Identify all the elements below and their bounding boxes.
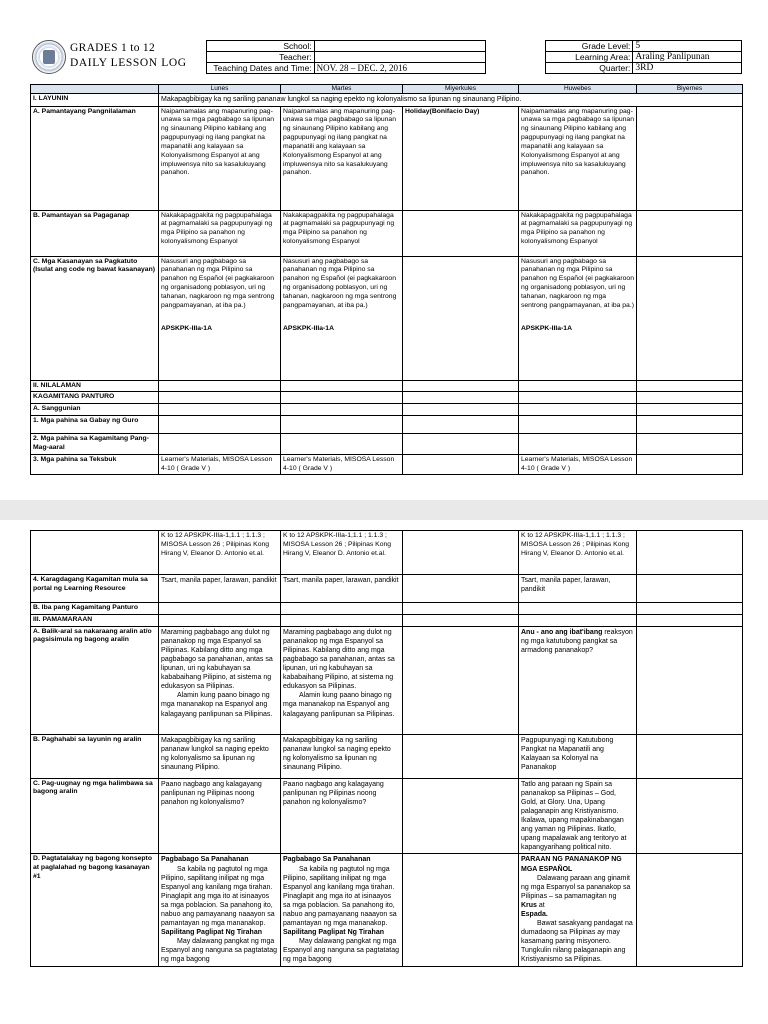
teaching-dates-value[interactable]: NOV. 28 – DEC. 2, 2016 bbox=[314, 63, 485, 74]
tue-karagdagang: Tsart, manila paper, larawan, pandikit bbox=[281, 575, 403, 603]
mon-teksbuk: Learner's Materials, MISOSA Lesson 4-10 ( Grade V ) bbox=[159, 454, 281, 475]
mon-kasanayan: Nasusuri ang pagbabago sa panahanan ng mga Pilipino sa panahon ng Español (ei pagkakaroon ng organisadong poblasyon, uri ng tahanan, nagkaroon ng mga sentrong pangpamayanan, at iba pa.) APSKPK-IIIa-1A bbox=[159, 256, 281, 380]
tue-k12: K to 12 APSKPK-IIIa-1,1.1 ; 1.1.3 ; MISOSA Lesson 26 ; Pilipinas Kong Hirang V, Eleanor D. Antonio et.al. bbox=[281, 531, 403, 575]
teaching-dates-label: Teaching Dates and Time: bbox=[207, 63, 315, 74]
quarter-value[interactable]: 3RD bbox=[633, 63, 742, 74]
thu-pag-uugnay: Tatlo ang paraan ng Spain sa pananakop sa Pilipinas – God, Gold, at Glory. Una, Upang palaganapin ang Kristiyanismo. Ikalawa, upang mapakinabangan ang yaman ng Pilipinas. Ikatlo, upang mapalawak ang teritoryo at kapangyarihang political nito. bbox=[519, 778, 637, 854]
page-gap bbox=[0, 500, 768, 520]
mon-paghahabi: Makapagbibigay ka ng sariling pananaw lungkol sa naging epekto ng kolonyalismo sa lipunan ng sinaunang Pilipino. bbox=[159, 734, 281, 778]
grade-level-label: Grade Level: bbox=[546, 41, 633, 52]
iba-pang-kagamitan-label: B. Iba pang Kagamitang Panturo bbox=[31, 603, 159, 615]
thu-karagdagang: Tsart, manila paper, larawan, pandikit bbox=[519, 575, 637, 603]
deped-seal-icon bbox=[32, 40, 66, 74]
page-2 bbox=[0, 520, 768, 1024]
layunin-label: I. LAYUNIN bbox=[31, 94, 159, 106]
mon-pag-uugnay: Paano nagbago ang kalagayang panlipunan ng Pilipinas noong panahon ng kolonyalismo? bbox=[159, 778, 281, 854]
teacher-label: Teacher: bbox=[207, 52, 315, 63]
grade-level-value[interactable]: 5 bbox=[633, 41, 742, 52]
lesson-log-table-2 bbox=[30, 530, 743, 967]
school-value[interactable] bbox=[314, 41, 485, 52]
thu-teksbuk: Learner's Materials, MISOSA Lesson 4-10 ( Grade V ) bbox=[519, 454, 637, 475]
mon-balik-aral: Maraming pagbabago ang dulot ng pananakop ng mga Espanyol sa Pilipinas. Kabilang ditto ang mga pagbabago sa panahanan, antas sa lipunan, uri ng kabuhayan sa kababaihang Pilipino, at sistema ng edukasyon sa Pilipinas. Alamin kung paano binago ng mga mananakop na Espanyol ang kalagayang panlipunan sa Pilipinas. bbox=[159, 626, 281, 734]
gabay-guro-label: 1. Mga pahina sa Gabay ng Guro bbox=[31, 416, 159, 434]
tue-pag-uugnay: Paano nagbago ang kalagayang panlipunan ng Pilipinas noong panahon ng kolonyalismo? bbox=[281, 778, 403, 854]
thu-paghahabi: Pagpupunyagi ng Katutubong Pangkat na Mapanatili ang Kalayaan sa Kolonyal na Pananakop bbox=[519, 734, 637, 778]
pamantayang-pangnilalaman-label: A. Pamantayang Pangnilalaman bbox=[31, 106, 159, 210]
thu-kasanayan: Nasusuri ang pagbabago sa panahanan ng mga Pilipino sa panahon ng Español (ei pagkakaroon ng organisadong poblasyon, uri ng tahanan, nagkaroon ng mga sentrong pangpamayanan, at iba pa.) APSKPK-IIIa-1A bbox=[519, 256, 637, 380]
tue-pangnilalaman: Naipamamalas ang mapanuring pag-unawa sa mga pagbabago sa lipunan ng sinaunang Pilipino kabilang ang pagpupunyagi ng ilang pangkat na mapanatili ang kalayaan sa Kolonyalismong Espanyol at ang impluwensya nito sa kasalukuyang panahon. bbox=[281, 106, 403, 210]
karagdagang-kagamitan-label: 4. Karagdagang Kagamitan mula sa portal ng Learning Resource bbox=[31, 575, 159, 603]
teacher-value[interactable] bbox=[314, 52, 485, 63]
pag-uugnay-label: C. Pag-uugnay ng mga halimbawa sa bagong aralin bbox=[31, 778, 159, 854]
learning-area-label: Learning Area: bbox=[546, 52, 633, 63]
tue-paghahabi: Makapagbibigay ka ng sariling pananaw lungkol sa naging epekto ng kolonyalismo sa lipunan ng sinaunang Pilipino. bbox=[281, 734, 403, 778]
mon-code: APSKPK-IIIa-1A bbox=[161, 324, 212, 332]
thu-code: APSKPK-IIIa-1A bbox=[521, 324, 572, 332]
wed-holiday: Holiday(Bonifacio Day) bbox=[403, 106, 519, 210]
thu-k12: K to 12 APSKPK-IIIa-1,1.1 ; 1.1.3 ; MISOSA Lesson 26 ; Pilipinas Kong Hirang V, Eleanor D. Antonio et.al. bbox=[519, 531, 637, 575]
tue-pagaganap: Nakakapagpakita ng pagpupahalaga at pagmamalaki sa pagpupunyagi ng mga Pilipino sa panahon ng kolonyalismong Espanyol bbox=[281, 210, 403, 256]
day-header-mon: Lunes bbox=[159, 85, 281, 94]
lesson-log-table-1 bbox=[30, 84, 743, 475]
kagamitang-pang-mag-aaral-label: 2. Mga pahina sa Kagamitang Pang-Mag-aaral bbox=[31, 434, 159, 455]
paghahabi-label: B. Paghahabi sa layunin ng aralin bbox=[31, 734, 159, 778]
teksbuk-label: 3. Mga pahina sa Teksbuk bbox=[31, 454, 159, 475]
mon-karagdagang: Tsart, manila paper, larawan, pandikit bbox=[159, 575, 281, 603]
quarter-label: Quarter: bbox=[546, 63, 633, 74]
mon-pagtatalakay: Pagbabago Sa Panahanan Sa kabila ng pagtutol ng mga Pilipino, sapilitang inilipat ng mga Espanyol ang kanilang mga tirahan. Pinaglapit ang mga ito at isinaayos sa mga poblacion. Sa panahong ito, nabuo ang pamayanang naaayon sa pamantayan ng mga mananakop. Sapilitang Paglipat Ng Tirahan May dalawang pangkat ng mga Espanyol ang nanguna sa pagtatatag ng mga bagong bbox=[159, 854, 281, 966]
dll-header bbox=[30, 40, 742, 76]
kagamitang-panturo-label: KAGAMITANG PANTURO bbox=[31, 392, 159, 404]
pagtatalakay-label: D. Pagtatalakay ng bagong konsepto at paglalahad ng bagong kasanayan #1 bbox=[31, 854, 159, 966]
thu-pagaganap: Nakakapagpakita ng pagpupahalaga at pagmamalaki sa pagpupunyagi ng mga Pilipino sa panahon ng kolonyalismong Espanyol bbox=[519, 210, 637, 256]
day-header-fri: Biyernes bbox=[637, 85, 743, 94]
tue-balik-aral: Maraming pagbabago ang dulot ng pananakop ng mga Espanyol sa Pilipinas. Kabilang ditto ang mga pagbabago sa panahanan, antas sa lipunan, uri ng kabuhayan sa kababaihang Pilipino, at sistema ng edukasyon sa Pilipinas. Alamin kung paano binago ng mga mananakop na Espanyol ang kalagayang panlipunan sa Pilipinas. bbox=[281, 626, 403, 734]
thu-pagtatalakay: PARAAN NG PANANAKOP NG MGA ESPAÑOL Dalawang paraan ang ginamit ng mga Espanyol sa pananakop sa Pilipinas – sa pamamagitan ng Krus at Espada. Bawat sasakyang pandagat na dumadaong sa Pilipinas ay may kasamang paring misyonero. Tungkulin nilang palaganapin ang Kristiyanismo sa Pilipinas. bbox=[519, 854, 637, 966]
layunin-text: Makapagbibigay ka ng sariling pananaw lungkol sa naging epekto ng kolonyalismo sa lipunan ng sinaunang Pilipino. bbox=[159, 94, 743, 106]
nilalaman-label: II. NILALAMAN bbox=[31, 380, 159, 392]
mon-k12: K to 12 APSKPK-IIIa-1,1.1 ; 1.1.3 ; MISOSA Lesson 26 ; Pilipinas Kong Hirang V, Eleanor D. Antonio et.al. bbox=[159, 531, 281, 575]
pamamaraan-label: III. PAMAMARAAN bbox=[31, 614, 159, 626]
kasanayan-label: C. Mga Kasanayan sa Pagkatuto (Isulat ang code ng bawat kasanayan) bbox=[31, 256, 159, 380]
mon-pangnilalaman: Naipamamalas ang mapanuring pag-unawa sa mga pagbabago sa lipunan ng sinaunang Pilipino kabilang ang pagpupunyagi ng ilang pangkat na mapanatili ang kalayaan sa Kolonyalismong Espanyol at ang impluwensya nito sa kasalukuyang panahon. bbox=[159, 106, 281, 210]
day-header-wed: Miyerkules bbox=[403, 85, 519, 94]
sanggunian-label: A. Sanggunian bbox=[31, 404, 159, 416]
tue-kasanayan: Nasusuri ang pagbabago sa panahanan ng mga Pilipino sa panahon ng Español (ei pagkakaroon ng organisadong poblasyon, uri ng tahanan, nagkaroon ng mga sentrong pangpamayanan, at iba pa.) APSKPK-IIIa-1A bbox=[281, 256, 403, 380]
tue-pagtatalakay: Pagbabago Sa Panahanan Sa kabila ng pagtutol ng mga Pilipino, sapilitang inilipat ng mga Espanyol ang kanilang mga tirahan. Pinaglapit ang mga ito at isinaayos sa mga poblacion. Sa panahong ito, nabuo ang pamayanang naaayon sa pamantayan ng mga mananakop. Sapilitang Paglipat Ng Tirahan May dalawang pangkat ng mga Espanyol ang nanguna sa pagtatatag ng mga bagong bbox=[281, 854, 403, 966]
mon-pagaganap: Nakakapagpakita ng pagpupahalaga at pagmamalaki sa pagpupunyagi ng mga Pilipino sa panahon ng kolonyalismong Espanyol bbox=[159, 210, 281, 256]
day-header-thu: Huwebes bbox=[519, 85, 637, 94]
header-meta-table bbox=[206, 40, 742, 74]
tue-teksbuk: Learner's Materials, MISOSA Lesson 4-10 ( Grade V ) bbox=[281, 454, 403, 475]
tue-code: APSKPK-IIIa-1A bbox=[283, 324, 334, 332]
day-header-tue: Martes bbox=[281, 85, 403, 94]
learning-area-value[interactable]: Araling Panlipunan bbox=[633, 52, 742, 63]
pamantayan-pagaganap-label: B. Pamantayan sa Pagaganap bbox=[31, 210, 159, 256]
school-label: School: bbox=[207, 41, 315, 52]
brand-line-2: DAILY LESSON LOG bbox=[70, 57, 187, 69]
thu-balik-aral: Anu - ano ang ibat'ibang reaksyon ng mga katutubong pangkat sa armadong pananakop? bbox=[519, 626, 637, 734]
balik-aral-label: A. Balik-aral sa nakaraang aralin at/o pagsisimula ng bagong aralin bbox=[31, 626, 159, 734]
page-1 bbox=[0, 0, 768, 500]
brand-line-1: GRADES 1 to 12 bbox=[70, 42, 156, 54]
thu-pangnilalaman: Naipamamalas ang mapanuring pag-unawa sa mga pagbabago sa lipunan ng sinaunang Pilipino kabilang ang pagpupunyagi ng ilang pangkat na mapanatili ang kalayaan sa Kolonyalismong Espanyol at ang impluwensya nito sa kasalukuyang panahon. bbox=[519, 106, 637, 210]
